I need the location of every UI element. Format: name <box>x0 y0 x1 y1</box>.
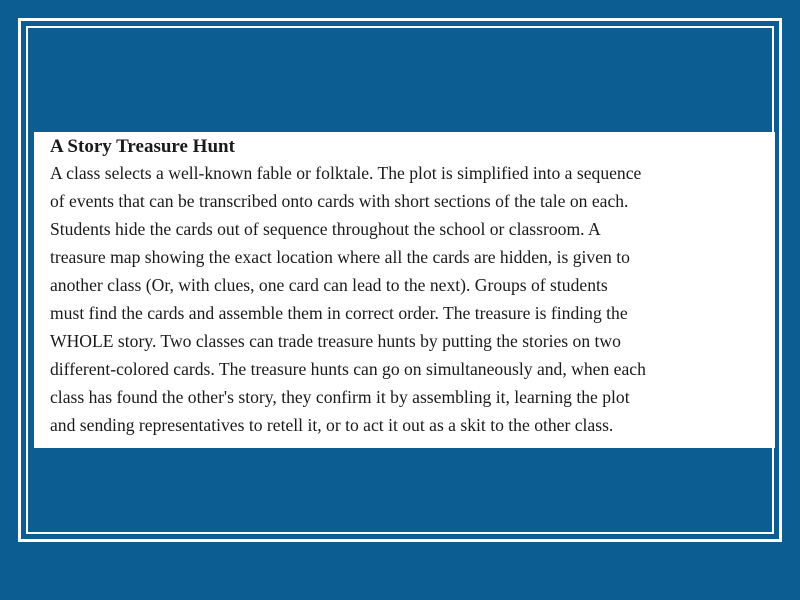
body-line: another class (Or, with clues, one card can lead to the next). Groups of students <box>50 275 608 295</box>
body-line: and sending representatives to retell it, or to act it out as a skit to the other class. <box>50 415 614 435</box>
body-line: of events that can be transcribed onto cards with short sections of the tale on each. <box>50 191 629 211</box>
body-line: treasure map showing the exact location where all the cards are hidden, is given to <box>50 247 630 267</box>
body-line: must find the cards and assemble them in correct order. The treasure is finding the <box>50 303 628 323</box>
text-panel <box>34 132 775 448</box>
body-line: different-colored cards. The treasure hunts can go on simultaneously and, when each <box>50 359 646 379</box>
body-line: WHOLE story. Two classes can trade treasure hunts by putting the stories on two <box>50 331 621 351</box>
panel-title: A Story Treasure Hunt <box>50 136 235 157</box>
body-line: class has found the other's story, they confirm it by assembling it, learning the plot <box>50 387 630 407</box>
body-line: Students hide the cards out of sequence throughout the school or classroom. A <box>50 219 601 239</box>
panel-body <box>50 159 765 439</box>
body-line: A class selects a well-known fable or folktale. The plot is simplified into a sequence <box>50 163 642 183</box>
